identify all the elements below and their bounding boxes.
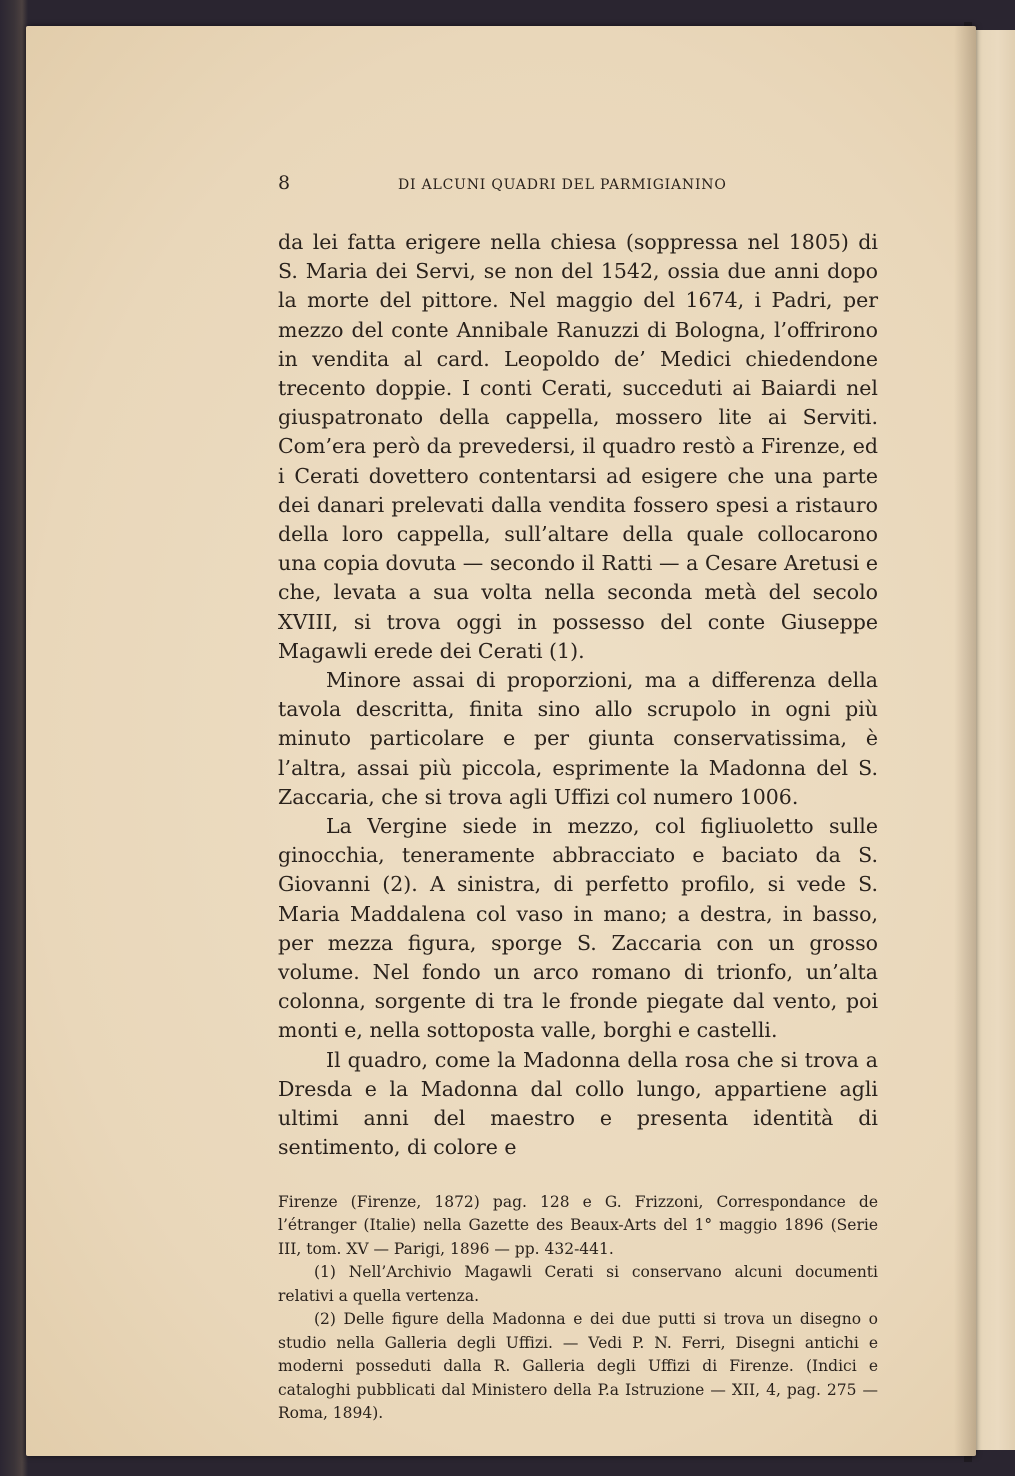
page-text (278, 172, 878, 1426)
page-number: 8 (278, 172, 291, 194)
footnotes (278, 1191, 878, 1426)
main-text (278, 228, 878, 1163)
paragraph: La Vergine siede in mezzo, col figliuoletto sulle ginocchia, teneramente abbracciato e baciato da S. Giovanni (2). A sinistra, di perfetto profilo, si vede S. Maria Maddalena col vaso in mano; a destra, in basso, per mezza figura, sporge S. Zaccaria con un grosso volume. Nel fondo un arco romano di trionfo, un’alta colonna, sorgente di tra le fronde piegate dal vento, poi monti e, nella sottoposta valle, borghi e castelli. (278, 814, 878, 1043)
footnote-2: (2) Delle figure della Madonna e dei due putti si trova un disegno o studio nella Galleria degli Uffizi. — Vedi P. N. Ferri, Disegni antichi e moderni posseduti dalla R. Galleria degli Uffizi di Firenze. (Indici e cataloghi pubblicati dal Ministero della P.a Istruzione — XII, 4, pag. 275 — Roma, 1894). (278, 1310, 878, 1422)
paragraph: Minore assai di proporzioni, ma a differenza della tavola descritta, finita sino allo scrupolo in ogni più minuto particolare e per giunta conservatissima, è l’altra, assai più piccola, esprimente la Madonna del S. Zaccaria, che si trova agli Uffizi col numero 1006. (278, 668, 878, 809)
running-head (278, 172, 878, 212)
running-title: DI ALCUNI QUADRI DEL PARMIGIANINO (398, 177, 727, 193)
footnote-continuation: Firenze (Firenze, 1872) pag. 128 e G. Frizzoni, Correspondance de l’étranger (Italie) nella Gazette des Beaux-Arts del 1° maggio 1896 (Serie III, tom. XV — Parigi, 1896 — pp. 432-441. (278, 1192, 878, 1258)
paragraph: Il quadro, come la Madonna della rosa che si trova a Dresda e la Madonna dal collo lungo, appartiene agli ultimi anni del maestro e presenta identità di sentimento, di colore e (278, 1047, 878, 1160)
footnote-1: (1) Nell’Archivio Magawli Cerati si conservano alcuni documenti relativi a quella vertenza. (278, 1263, 878, 1305)
paragraph: da lei fatta erigere nella chiesa (soppressa nel 1805) di S. Maria dei Servi, se non del 1542, ossia due anni dopo la morte del pittore. Nel maggio del 1674, i Padri, per mezzo del conte Annibale Ranuzzi di Bologna, l’offrirono in vendita al card. Leopoldo de’ Medici chiedendone trecento doppie. I conti Cerati, succeduti ai Baiardi nel giuspatronato della cappella, mossero lite ai Serviti. Com’era però da prevedersi, il quadro restò a Firenze, ed i Cerati dovettero contentarsi ad esigere che una parte dei danari prelevati dalla vendita fossero spesi a ristauro della loro cappella, sull’altare della quale collocarono una copia dovuta — secondo il Ratti — a Cesare Aretusi e che, levata a sua volta nella seconda metà del secolo XVIII, si trova oggi in possesso del conte Giuseppe Magawli erede dei Cerati (1). (278, 230, 878, 663)
